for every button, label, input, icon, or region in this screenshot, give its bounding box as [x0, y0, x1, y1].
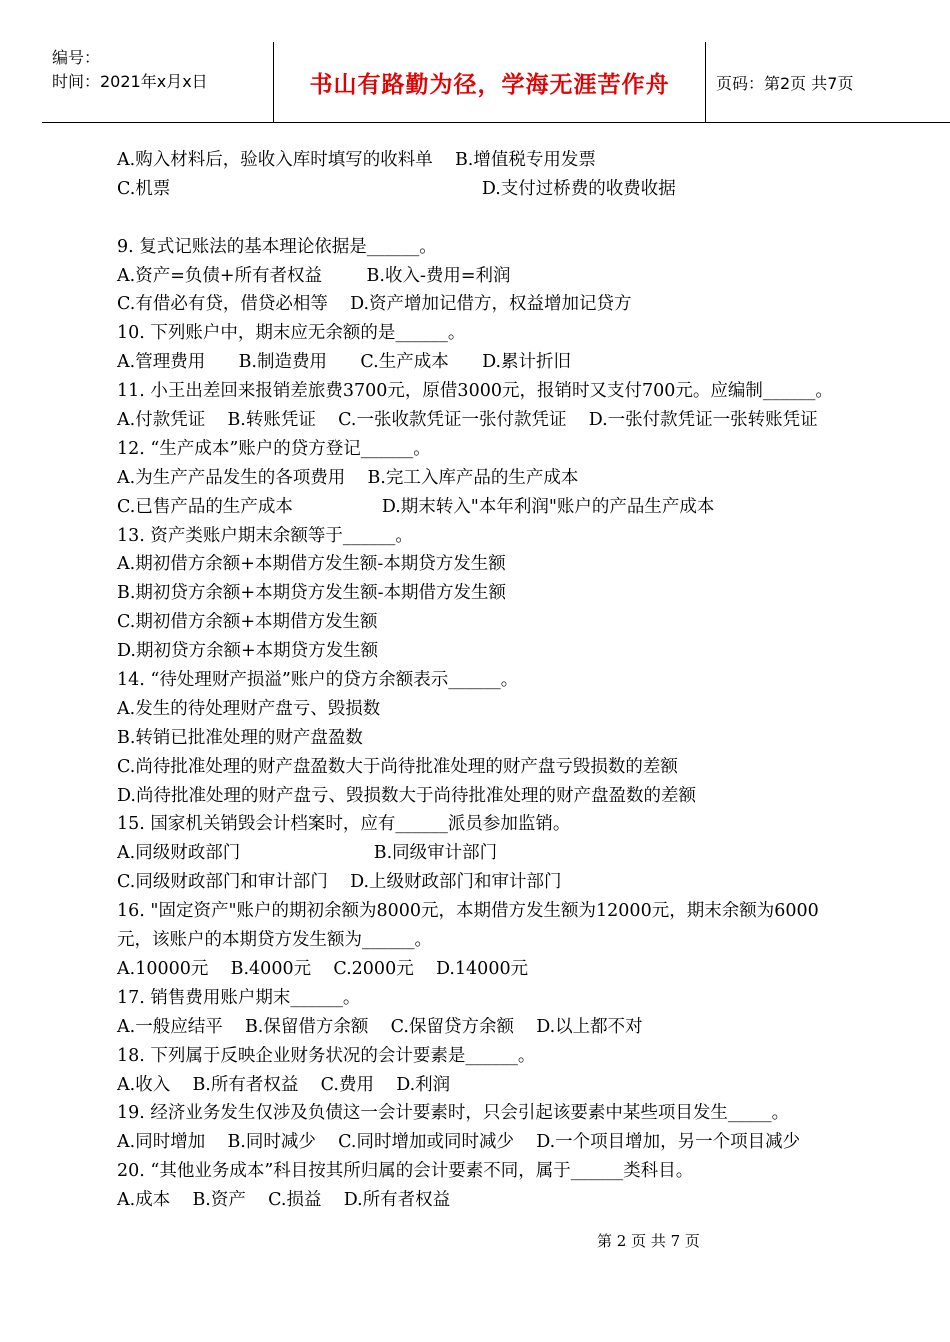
question-option: A.一般应结平 B.保留借方余额 C.保留贷方余额 D.以上都不对 — [117, 1016, 643, 1037]
question-text: 17. 销售费用账户期末______。 — [117, 987, 361, 1008]
question-option: D.期初贷方余额+本期贷方发生额 — [117, 641, 379, 662]
header-divider-right — [705, 42, 706, 122]
question-text: 15. 国家机关销毁会计档案时，应有______派员参加监销。 — [117, 814, 571, 835]
question-text: 12. “生产成本”账户的贷方登记______。 — [117, 438, 431, 459]
question-option: C.同级财政部门和审计部门 D.上级财政部门和审计部门 — [117, 872, 562, 893]
question-option: D.尚待批准处理的财产盘亏、毁损数大于尚待批准处理的财产盘盈数的差额 — [117, 785, 696, 806]
question-option: A.资产=负债+所有者权益 B.收入-费用=利润 — [117, 265, 511, 286]
question-option: A.付款凭证 B.转账凭证 C.一张收款凭证一张付款凭证 D.一张付款凭证一张转账凭证 — [117, 410, 818, 431]
question-option: A.期初借方余额+本期借方发生额-本期贷方发生额 — [117, 554, 506, 575]
question-option: C.尚待批准处理的财产盘盈数大于尚待批准处理的财产盘亏毁损数的差额 — [117, 756, 678, 777]
question-option: A.为生产产品发生的各项费用 B.完工入库产品的生产成本 — [117, 467, 579, 488]
footer-page-number: 第 2 页 共 7 页 — [597, 1232, 700, 1250]
question-option: C.有借必有贷，借贷必相等 D.资产增加记借方，权益增加记贷方 — [117, 294, 632, 315]
question-text: 20. “其他业务成本”科目按其所归属的会计要素不同，属于______类科目。 — [117, 1161, 694, 1182]
question-option: A.购入材料后，验收入库时填写的收料单 B.增值税专用发票 — [117, 150, 596, 170]
question-option: A.成本 B.资产 C.损益 D.所有者权益 — [117, 1190, 451, 1211]
question-option: A.同时增加 B.同时减少 C.同时增加或同时减少 D.一个项目增加，另一个项目减少 — [117, 1132, 801, 1153]
question-option: A.同级财政部门 B.同级审计部门 — [117, 843, 498, 864]
header-meta — [52, 46, 272, 94]
question-option: A.10000元 B.4000元 C.2000元 D.14000元 — [117, 958, 529, 979]
question-text: 19. 经济业务发生仅涉及负债这一会计要素时，只会引起该要素中某些项目发生_____。 — [117, 1103, 790, 1124]
question-text: 18. 下列属于反映企业财务状况的会计要素是______。 — [117, 1045, 536, 1066]
question-text: 16. "固定资产"账户的期初余额为8000元，本期借方发生额为12000元，期末余额为6000 — [117, 901, 819, 922]
question-text: 14. “待处理财产损溢”账户的贷方余额表示______。 — [117, 670, 519, 691]
time-label: 时间：2021年x月x日 — [52, 72, 208, 91]
question-option: A.发生的待处理财产盘亏、毁损数 — [117, 698, 381, 719]
question-option: A.管理费用 B.制造费用 C.生产成本 D.累计折旧 — [117, 352, 572, 373]
question-option: A.收入 B.所有者权益 C.费用 D.利润 — [117, 1074, 451, 1095]
question-text: 10. 下列账户中，期末应无余额的是______。 — [117, 323, 466, 344]
question-option: C.期初借方余额+本期借方发生额 — [117, 612, 378, 633]
question-option: B.转销已批准处理的财产盘盈数 — [117, 727, 363, 748]
question-option: 元，该账户的本期贷方发生额为______。 — [117, 930, 432, 951]
question-text: 11. 小王出差回来报销差旅费3700元，原借3000元，报销时又支付700元。应编制______。 — [117, 381, 833, 402]
header-motto: 书山有路勤为径，学海无涯苦作舟 — [309, 71, 670, 98]
question-text: 13. 资产类账户期末余额等于______。 — [117, 525, 413, 546]
header-page-info: 页码：第2页 共7页 — [716, 73, 854, 93]
question-option: C.已售产品的生产成本 D.期末转入"本年利润"账户的产品生产成本 — [117, 496, 715, 517]
question-content — [117, 146, 917, 1215]
page-header — [42, 42, 950, 123]
serial-label: 编号： — [52, 48, 101, 67]
question-option: B.期初贷方余额+本期贷方发生额-本期借方发生额 — [117, 583, 506, 604]
question-text: 9. 复式记账法的基本理论依据是______。 — [117, 236, 437, 257]
question-option: C.机票 D.支付过桥费的收费收据 — [117, 178, 676, 199]
blank-line — [117, 204, 917, 233]
